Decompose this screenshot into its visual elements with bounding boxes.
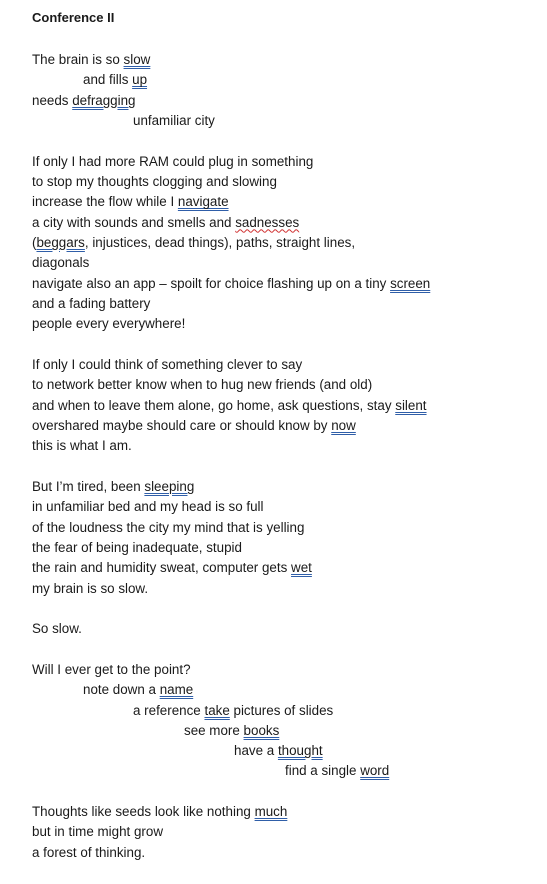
- poem-line: [32, 70, 430, 90]
- line-text: see more: [184, 722, 244, 738]
- poem-line: [32, 111, 430, 131]
- poem-line: [32, 233, 430, 253]
- poem-line: [32, 538, 430, 558]
- line-text: increase the flow while I: [32, 194, 178, 210]
- poem-line: [32, 518, 430, 538]
- line-text: and a fading battery: [32, 295, 151, 311]
- poem-line: [32, 843, 430, 863]
- poem-line: [32, 619, 430, 639]
- grammar-flagged-word: silent: [395, 397, 427, 413]
- poem-line: [32, 579, 430, 599]
- line-text: of the loudness the city my mind that is yelling: [32, 519, 305, 535]
- line-text: to network better know when to hug new friends (and old): [32, 377, 373, 393]
- line-text: needs: [32, 92, 73, 108]
- blank-line: [32, 640, 430, 660]
- grammar-flagged-word: much: [254, 804, 288, 820]
- blank-line: [32, 599, 430, 619]
- poem-line: [32, 477, 430, 497]
- grammar-flagged-word: screen: [390, 275, 431, 291]
- grammar-flagged-word: take: [204, 702, 230, 718]
- blank-line: [32, 131, 430, 151]
- poem-title: Conference II: [32, 10, 115, 25]
- line-text: pictures of slides: [229, 702, 334, 718]
- line-text: navigate also an app – spoilt for choice flashing up on a tiny: [32, 275, 391, 291]
- line-text: If only I had more RAM could plug in something: [32, 153, 314, 169]
- poem-line: [32, 91, 430, 111]
- poem-line: [32, 172, 430, 192]
- poem-line: [32, 213, 430, 233]
- poem-line: [32, 660, 430, 680]
- poem-line: [32, 416, 430, 436]
- grammar-flagged-word: defragging: [72, 92, 136, 108]
- line-text: Thoughts like seeds look like nothing: [32, 804, 255, 820]
- line-text: and when to leave them alone, go home, ask questions, stay: [32, 397, 396, 413]
- poem-line: [32, 802, 430, 822]
- line-text: the fear of being inadequate, stupid: [32, 539, 242, 555]
- grammar-flagged-word: books: [243, 722, 280, 738]
- poem-line: [32, 274, 430, 294]
- poem-line: [32, 680, 430, 700]
- poem-line: [32, 558, 430, 578]
- line-text: to stop my thoughts clogging and slowing: [32, 173, 277, 189]
- poem-line: [32, 741, 430, 761]
- line-text: and fills: [83, 72, 133, 88]
- poem-line: [32, 701, 430, 721]
- line-text: the rain and humidity sweat, computer gets: [32, 560, 292, 576]
- line-text: in unfamiliar bed and my head is so full: [32, 499, 264, 515]
- line-text: Will I ever get to the point?: [32, 661, 191, 677]
- poem-body: [32, 50, 430, 863]
- grammar-flagged-word: name: [159, 682, 194, 698]
- line-text: So slow.: [32, 621, 82, 637]
- blank-line: [32, 457, 430, 477]
- line-text: a reference: [133, 702, 205, 718]
- grammar-flagged-word: navigate: [177, 194, 229, 210]
- line-text: have a: [234, 743, 278, 759]
- poem-line: [32, 294, 430, 314]
- poem-line: [32, 314, 430, 334]
- line-text: people every everywhere!: [32, 316, 186, 332]
- line-text: If only I could think of something clever to say: [32, 356, 303, 372]
- line-text: note down a: [83, 682, 160, 698]
- line-text: unfamiliar city: [133, 112, 215, 128]
- line-text: but in time might grow: [32, 824, 163, 840]
- poem-line: [32, 721, 430, 741]
- line-text: But I’m tired, been: [32, 478, 145, 494]
- line-text: a city with sounds and smells and: [32, 214, 236, 230]
- poem-line: [32, 822, 430, 842]
- poem-line: [32, 375, 430, 395]
- poem-line: [32, 396, 430, 416]
- grammar-flagged-word: beggars: [36, 234, 85, 250]
- poem-line: [32, 761, 430, 781]
- grammar-flagged-word: wet: [291, 560, 312, 576]
- grammar-flagged-word: thought: [277, 743, 323, 759]
- grammar-flagged-word: word: [360, 763, 390, 779]
- poem-line: [32, 192, 430, 212]
- poem-line: [32, 152, 430, 172]
- line-text: overshared maybe should care or should know by: [32, 417, 332, 433]
- line-text: (: [32, 234, 37, 250]
- blank-line: [32, 782, 430, 802]
- poem-line: [32, 497, 430, 517]
- line-text: a forest of thinking.: [32, 844, 146, 860]
- line-text: my brain is so slow.: [32, 580, 149, 596]
- line-text: The brain is so: [32, 52, 124, 67]
- grammar-flagged-word: sleeping: [144, 478, 195, 494]
- grammar-flagged-word: slow: [123, 52, 151, 67]
- line-text: diagonals: [32, 255, 90, 271]
- spelling-flagged-word: sadnesses: [235, 214, 300, 230]
- line-text: find a single: [285, 763, 361, 779]
- poem-line: [32, 253, 430, 273]
- grammar-flagged-word: up: [132, 72, 148, 88]
- line-text: , injustices, dead things), paths, straight lines,: [84, 234, 356, 250]
- poem-line: [32, 355, 430, 375]
- line-text: this is what I am.: [32, 438, 132, 454]
- blank-line: [32, 335, 430, 355]
- poem-line: [32, 436, 430, 456]
- grammar-flagged-word: now: [331, 417, 356, 433]
- poem-line: [32, 50, 430, 70]
